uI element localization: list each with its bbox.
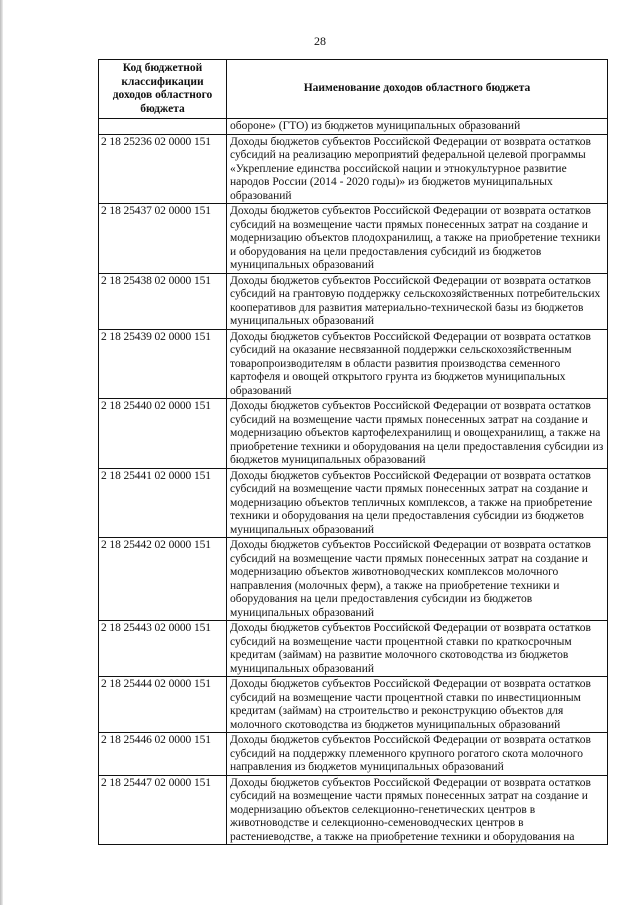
continuation-row [99, 119, 608, 135]
row-name: Доходы бюджетов субъектов Российской Федерации от возврата остатков субсидий на оказание несвязанной поддержки сельскохозяйственным товаропроизводителям в области развития производства семенного картофеля и овощей открытого грунта из бюджетов муниципальных образований [227, 329, 608, 399]
table-row [99, 621, 608, 677]
row-code: 2 18 25437 02 0000 151 [99, 204, 227, 274]
row-code: 2 18 25236 02 0000 151 [99, 134, 227, 204]
table-row [99, 538, 608, 621]
row-code: 2 18 25439 02 0000 151 [99, 329, 227, 399]
table-header-row [99, 60, 608, 119]
row-name: Доходы бюджетов субъектов Российской Федерации от возврата остатков субсидий на возмещение части прямых понесенных затрат на создание и модернизацию объектов селекционно-генетических центров в животноводстве и селекционно-семеноводческих центров в растениеводстве, а также на приобретение техники и оборудования на [227, 775, 608, 845]
table-row [99, 468, 608, 538]
row-name: Доходы бюджетов субъектов Российской Федерации от возврата остатков субсидий на возмещение части процентной ставки по инвестиционным кредитам (займам) на строительство и реконструкцию объектов для молочного скотоводства из бюджетов муниципальных образований [227, 677, 608, 733]
table-row [99, 329, 608, 399]
row-code: 2 18 25442 02 0000 151 [99, 538, 227, 621]
row-code: 2 18 25441 02 0000 151 [99, 468, 227, 538]
continuation-text: обороне» (ГТО) из бюджетов муниципальных образований [227, 119, 608, 135]
row-code: 2 18 25447 02 0000 151 [99, 775, 227, 845]
table-row [99, 733, 608, 776]
row-name: Доходы бюджетов субъектов Российской Федерации от возврата остатков субсидий на реализацию мероприятий федеральной целевой программы «Укрепление единства российской нации и этнокультурное развитие народов России (2014 - 2020 годы)» из бюджетов муниципальных образований [227, 134, 608, 204]
budget-code-table [98, 59, 608, 845]
row-code: 2 18 25443 02 0000 151 [99, 621, 227, 677]
page-number: 28 [314, 34, 326, 48]
row-name: Доходы бюджетов субъектов Российской Федерации от возврата остатков субсидий на грантовую поддержку сельскохозяйственных потребительских кооперативов для развития материально-технической базы из бюджетов муниципальных образований [227, 273, 608, 329]
row-code: 2 18 25438 02 0000 151 [99, 273, 227, 329]
row-name: Доходы бюджетов субъектов Российской Федерации от возврата остатков субсидий на поддержку племенного крупного рогатого скота молочного направления из бюджетов муниципальных образований [227, 733, 608, 776]
table-row [99, 775, 608, 845]
continuation-code-cell [99, 119, 227, 135]
header-code: Код бюджетной классификации доходов областного бюджета [99, 60, 227, 119]
table-row [99, 204, 608, 274]
row-code: 2 18 25444 02 0000 151 [99, 677, 227, 733]
table-row [99, 399, 608, 469]
row-name: Доходы бюджетов субъектов Российской Федерации от возврата остатков субсидий на возмещение части прямых понесенных затрат на создание и модернизацию объектов плодохранилищ, а также на приобретение техники и оборудования на цели предоставления субсидий из бюджетов муниципальных образований [227, 204, 608, 274]
row-name: Доходы бюджетов субъектов Российской Федерации от возврата остатков субсидий на возмещение части прямых понесенных затрат на создание и модернизацию объектов тепличных комплексов, а также на приобретение техники и оборудования на цели предоставления субсидии из бюджетов муниципальных образований [227, 468, 608, 538]
row-name: Доходы бюджетов субъектов Российской Федерации от возврата остатков субсидий на возмещение части прямых понесенных затрат на создание и модернизацию объектов животноводческих комплексов молочного направления (молочных ферм), а также на приобретение техники и оборудования на цели предоставления субсидии из бюджетов муниципальных образований [227, 538, 608, 621]
table-row [99, 134, 608, 204]
row-name: Доходы бюджетов субъектов Российской Федерации от возврата остатков субсидий на возмещение части прямых понесенных затрат на создание и модернизацию объектов картофелехранилищ и овощехранилищ, а также на приобретение техники и оборудования на цели предоставления субсидии из бюджетов муниципальных образований [227, 399, 608, 469]
header-name: Наименование доходов областного бюджета [227, 60, 608, 119]
table-row [99, 273, 608, 329]
row-name: Доходы бюджетов субъектов Российской Федерации от возврата остатков субсидий на возмещение части процентной ставки по краткосрочным кредитам (займам) на развитие молочного скотоводства из бюджетов муниципальных образований [227, 621, 608, 677]
scan-edge [0, 0, 3, 905]
row-code: 2 18 25446 02 0000 151 [99, 733, 227, 776]
table-row [99, 677, 608, 733]
row-code: 2 18 25440 02 0000 151 [99, 399, 227, 469]
